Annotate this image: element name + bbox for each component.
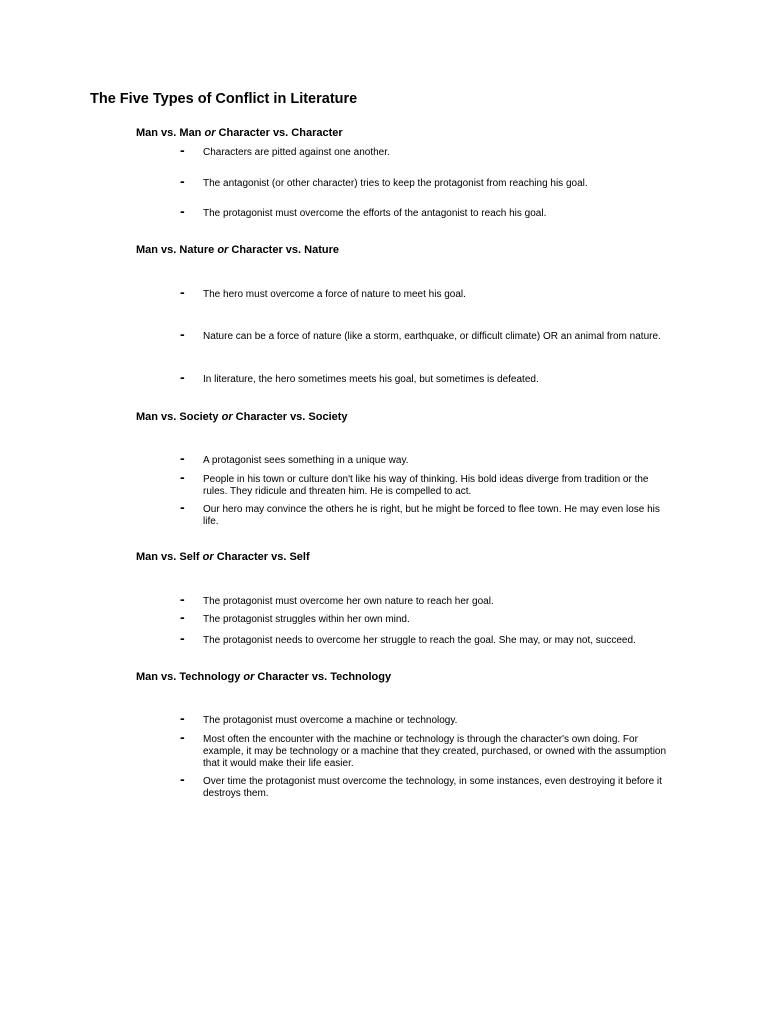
dash-bullet-icon: - [180, 771, 185, 787]
bullet-text: The hero must overcome a force of nature to meet his goal. [203, 289, 466, 300]
dash-bullet-icon: - [180, 591, 185, 607]
bullet-text: The protagonist must overcome the efforts of the antagonist to reach his goal. [203, 208, 547, 219]
bullet-text: Over time the protagonist must overcome the technology, in some instances, even destroying it before it destroys them. [203, 776, 662, 799]
section-heading-man-vs-man [136, 127, 343, 139]
dash-bullet-icon: - [180, 710, 185, 726]
bullet-text: The protagonist must overcome her own nature to reach her goal. [203, 596, 494, 607]
bullet-text: In literature, the hero sometimes meets his goal, but sometimes is defeated. [203, 374, 539, 385]
section-heading-man-vs-technology [136, 671, 391, 683]
dash-bullet-icon: - [180, 326, 185, 342]
page-title: The Five Types of Conflict in Literature [90, 91, 358, 107]
bullet-text: The protagonist must overcome a machine or technology. [203, 715, 458, 726]
section-heading-man-vs-nature [136, 244, 339, 256]
heading-or: or [204, 127, 216, 139]
heading-or: or [221, 411, 233, 423]
dash-bullet-icon: - [180, 729, 185, 745]
heading-part-b: Character vs. Character [215, 127, 343, 139]
bullet-text: The antagonist (or other character) tries to keep the protagonist from reaching his goal. [203, 178, 588, 189]
bullet-text: Characters are pitted against one another. [203, 147, 390, 158]
dash-bullet-icon: - [180, 369, 185, 385]
section-heading-man-vs-self [136, 551, 310, 563]
dash-bullet-icon: - [180, 469, 185, 485]
heading-part-a: Man vs. Self [136, 551, 203, 563]
dash-bullet-icon: - [180, 203, 185, 219]
bullet-text: The protagonist struggles within her own mind. [203, 614, 410, 625]
heading-part-b: Character vs. Technology [254, 671, 392, 683]
heading-part-b: Character vs. Society [232, 411, 348, 423]
heading-part-a: Man vs. Technology [136, 671, 244, 683]
section-heading-man-vs-society [136, 411, 348, 423]
dash-bullet-icon: - [180, 609, 185, 625]
heading-part-a: Man vs. Society [136, 411, 222, 423]
heading-part-a: Man vs. Man [136, 127, 205, 139]
bullet-text: Our hero may convince the others he is right, but he might be forced to flee town. He may even lose his life. [203, 504, 660, 527]
bullet-text: People in his town or culture don't like his way of thinking. His bold ideas diverge from tradition or the rules. They ridicule and threaten him. He is compelled to act. [203, 474, 649, 497]
heading-or: or [202, 551, 214, 563]
bullet-text: Most often the encounter with the machine or technology is through the character's own doing. For example, it may be technology or a machine that they created, purchased, or owned with the assumption that it would make their life easier. [203, 734, 667, 769]
heading-part-a: Man vs. Nature [136, 244, 218, 256]
heading-or: or [243, 671, 255, 683]
dash-bullet-icon: - [180, 630, 185, 646]
bullet-text: Nature can be a force of nature (like a storm, earthquake, or difficult climate) OR an animal from nature. [203, 331, 661, 342]
dash-bullet-icon: - [180, 142, 185, 158]
dash-bullet-icon: - [180, 499, 185, 515]
heading-part-b: Character vs. Nature [228, 244, 339, 256]
heading-or: or [217, 244, 229, 256]
dash-bullet-icon: - [180, 284, 185, 300]
bullet-text: A protagonist sees something in a unique way. [203, 455, 409, 466]
dash-bullet-icon: - [180, 173, 185, 189]
heading-part-b: Character vs. Self [213, 551, 310, 563]
bullet-text: The protagonist needs to overcome her struggle to reach the goal. She may, or may not, succeed. [203, 635, 636, 646]
dash-bullet-icon: - [180, 450, 185, 466]
